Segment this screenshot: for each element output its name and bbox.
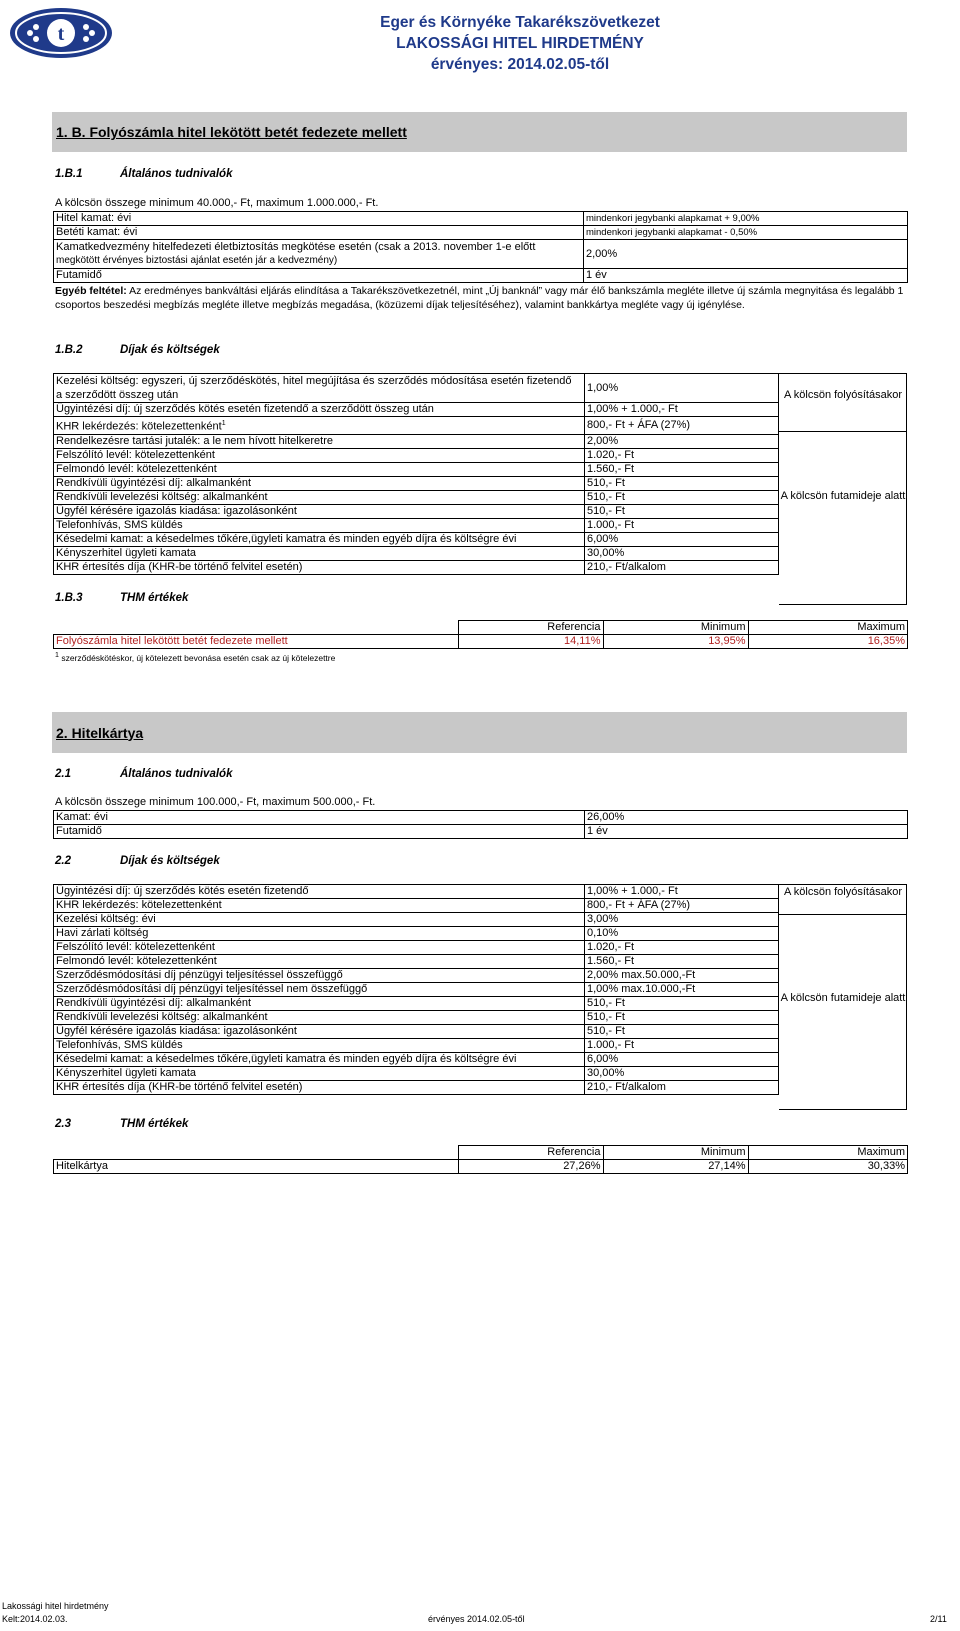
table-row: Felmondó levél: kötelezettenként 1.560,- Ft	[54, 955, 779, 969]
side-label-disbursement: A kölcsön folyósításakor	[783, 886, 902, 898]
table-row: KHR értesítés díja (KHR-be történő felvitel esetén) 210,- Ft/alkalom	[54, 560, 779, 574]
subsection-22-heading: 2.2 Díjak és költségek	[55, 855, 220, 867]
table-row: Késedelmi kamat: a késedelmes tőkére,ügyleti kamatra és minden egyéb díjra és költségre évi 6,00%	[54, 1053, 779, 1067]
loan-amount-1b: A kölcsön összege minimum 40.000,- Ft, maximum 1.000.000,- Ft.	[55, 197, 379, 209]
table-row: KHR lekérdezés: kötelezettenként 800,- Ft + ÁFA (27%)	[54, 899, 779, 913]
conditions-table-2	[53, 810, 908, 839]
table-row: Felszólító levél: kötelezettenként 1.020,- Ft	[54, 448, 779, 462]
other-conditions-note: Egyéb feltétel: Az eredményes bankváltási eljárás elindítása a Takarékszövetkezetnél, mint „Új banknál” vagy már élő bankszámla megléte illetve új számla megnyitása és legalább 1 csoportos beszedési megbízás megléte illetve megbízás megadása, (közüzemi díjak teljesítéséhez), valamint bankkártya megléte vagy új igénylése.	[55, 285, 904, 311]
table-row: Kezelési költség: egyszeri, új szerződéskötés, hitel megújítása és szerződés módosítása esetén fizetendő a szerződött összeg után 1,00%	[54, 374, 779, 403]
table-row: Késedelmi kamat: a késedelmes tőkére,ügyleti kamatra és minden egyéb díjra és költségre évi 6,00%	[54, 532, 779, 546]
table-row: Felszólító levél: kötelezettenként 1.020,- Ft	[54, 941, 779, 955]
thm-table-2	[53, 1145, 908, 1174]
thm-table-1b	[53, 620, 908, 649]
subsection-1b3-heading: 1.B.3 THM értékek	[55, 592, 189, 604]
footnote: $^1$ szerződéskötéskor, új kötelezett bevonása esetén csak az új kötelezettre	[55, 651, 336, 663]
table-row: Szerződésmódosítási díj pénzügyi teljesítéssel nem összefüggő 1,00% max.10.000,-Ft	[54, 983, 779, 997]
table-row: Felmondó levél: kötelezettenként 1.560,- Ft	[54, 462, 779, 476]
table-row: Kamatkedvezmény hitelfedezeti életbiztosítás megkötése esetén (csak a 2013. november 1-e előtt megkötött érvényes biztostási ajánlat esetén jár a kedvezmény) 2,00%	[54, 240, 908, 269]
subsection-1b1-heading: 1.B.1 Általános tudnivalók	[55, 168, 233, 180]
loan-amount-2: A kölcsön összege minimum 100.000,- Ft, maximum 500.000,- Ft.	[55, 796, 376, 808]
header-validity: érvényes: 2014.02.05-től	[430, 56, 610, 73]
side-label-term: A kölcsön futamideje alatt	[780, 490, 906, 502]
side-box-1b	[779, 373, 907, 605]
footer-page-number: 2/11	[930, 1614, 947, 1624]
footer-validity: érvényes 2014.02.05-től	[428, 1614, 525, 1624]
side-label-disbursement: A kölcsön folyósításakor	[783, 389, 902, 401]
conditions-table-1b	[53, 211, 908, 283]
table-row: Folyószámla hitel lekötött betét fedezete mellett 14,11% 13,95% 16,35%	[54, 635, 908, 649]
table-row: Szerződésmódosítási díj pénzügyi teljesítéssel összefüggő 2,00% max.50.000,-Ft	[54, 969, 779, 983]
table-row: Betéti kamat: évi mindenkori jegybanki alapkamat - 0,50%	[54, 226, 908, 240]
section-1b-title: 1. B. Folyószámla hitel lekötött betét fedezete mellett	[52, 112, 907, 152]
table-row: Rendkívüli levelezési költség: alkalmanként 510,- Ft	[54, 1011, 779, 1025]
table-row: Rendkívüli ügyintézési díj: alkalmanként 510,- Ft	[54, 476, 779, 490]
table-row: Ügyintézési díj: új szerződés kötés esetén fizetendő 1,00% + 1.000,- Ft	[54, 885, 779, 899]
table-row: Telefonhívás, SMS küldés 1.000,- Ft	[54, 1039, 779, 1053]
table-row: Referencia Minimum Maximum	[54, 1146, 908, 1160]
table-row: Rendelkezésre tartási jutalék: a le nem hívott hitelkeretre 2,00%	[54, 434, 779, 448]
table-row: Kényszerhitel ügyleti kamata 30,00%	[54, 1067, 779, 1081]
subsection-21-heading: 2.1 Általános tudnivalók	[55, 768, 233, 780]
table-row: Ügyfél kérésére igazolás kiadása: igazolásonként 510,- Ft	[54, 1025, 779, 1039]
table-row: Hitel kamat: évi mindenkori jegybanki alapkamat + 9,00%	[54, 212, 908, 226]
table-row: Futamidő 1 év	[54, 825, 908, 839]
table-row: Futamidő 1 év	[54, 269, 908, 283]
table-row: Referencia Minimum Maximum	[54, 621, 908, 635]
section-2-title: 2. Hitelkártya	[52, 712, 907, 753]
table-row: Kényszerhitel ügyleti kamata 30,00%	[54, 546, 779, 560]
table-row: Ügyfél kérésére igazolás kiadása: igazolásonként 510,- Ft	[54, 504, 779, 518]
table-row: Rendkívüli ügyintézési díj: alkalmanként 510,- Ft	[54, 997, 779, 1011]
table-row: Rendkívüli levelezési költség: alkalmanként 510,- Ft	[54, 490, 779, 504]
fees-table-1b	[53, 373, 779, 575]
subsection-23-heading: 2.3 THM értékek	[55, 1118, 189, 1130]
fees-table-2	[53, 884, 779, 1095]
header-title: LAKOSSÁGI HITEL HIRDETMÉNY	[396, 35, 644, 52]
table-row: Telefonhívás, SMS küldés 1.000,- Ft	[54, 518, 779, 532]
side-box-2	[779, 884, 907, 1110]
table-row: Kezelési költség: évi 3,00%	[54, 913, 779, 927]
company-logo	[8, 6, 114, 60]
footer-issued-date: Kelt:2014.02.03.	[2, 1614, 68, 1624]
table-row: KHR lekérdezés: kötelezettenként$^1$ 800,- Ft + ÁFA (27%)	[54, 417, 779, 435]
svg-text:t: t	[57, 23, 65, 45]
subsection-1b2-heading: 1.B.2 Díjak és költségek	[55, 344, 220, 356]
table-row: Hitelkártya 27,26% 27,14% 30,33%	[54, 1160, 908, 1174]
table-row: Kamat: évi 26,00%	[54, 811, 908, 825]
table-row: Ügyintézési díj: új szerződés kötés esetén fizetendő a szerződött összeg után 1,00% + 1.000,- Ft	[54, 403, 779, 417]
footer-doc-name: Lakossági hitel hirdetmény	[2, 1601, 109, 1611]
side-label-term: A kölcsön futamideje alatt	[780, 992, 906, 1004]
table-row: KHR értesítés díja (KHR-be történő felvitel esetén) 210,- Ft/alkalom	[54, 1081, 779, 1095]
header-institution: Eger és Környéke Takarékszövetkezet	[380, 14, 660, 31]
table-row: Havi zárlati költség 0,10%	[54, 927, 779, 941]
